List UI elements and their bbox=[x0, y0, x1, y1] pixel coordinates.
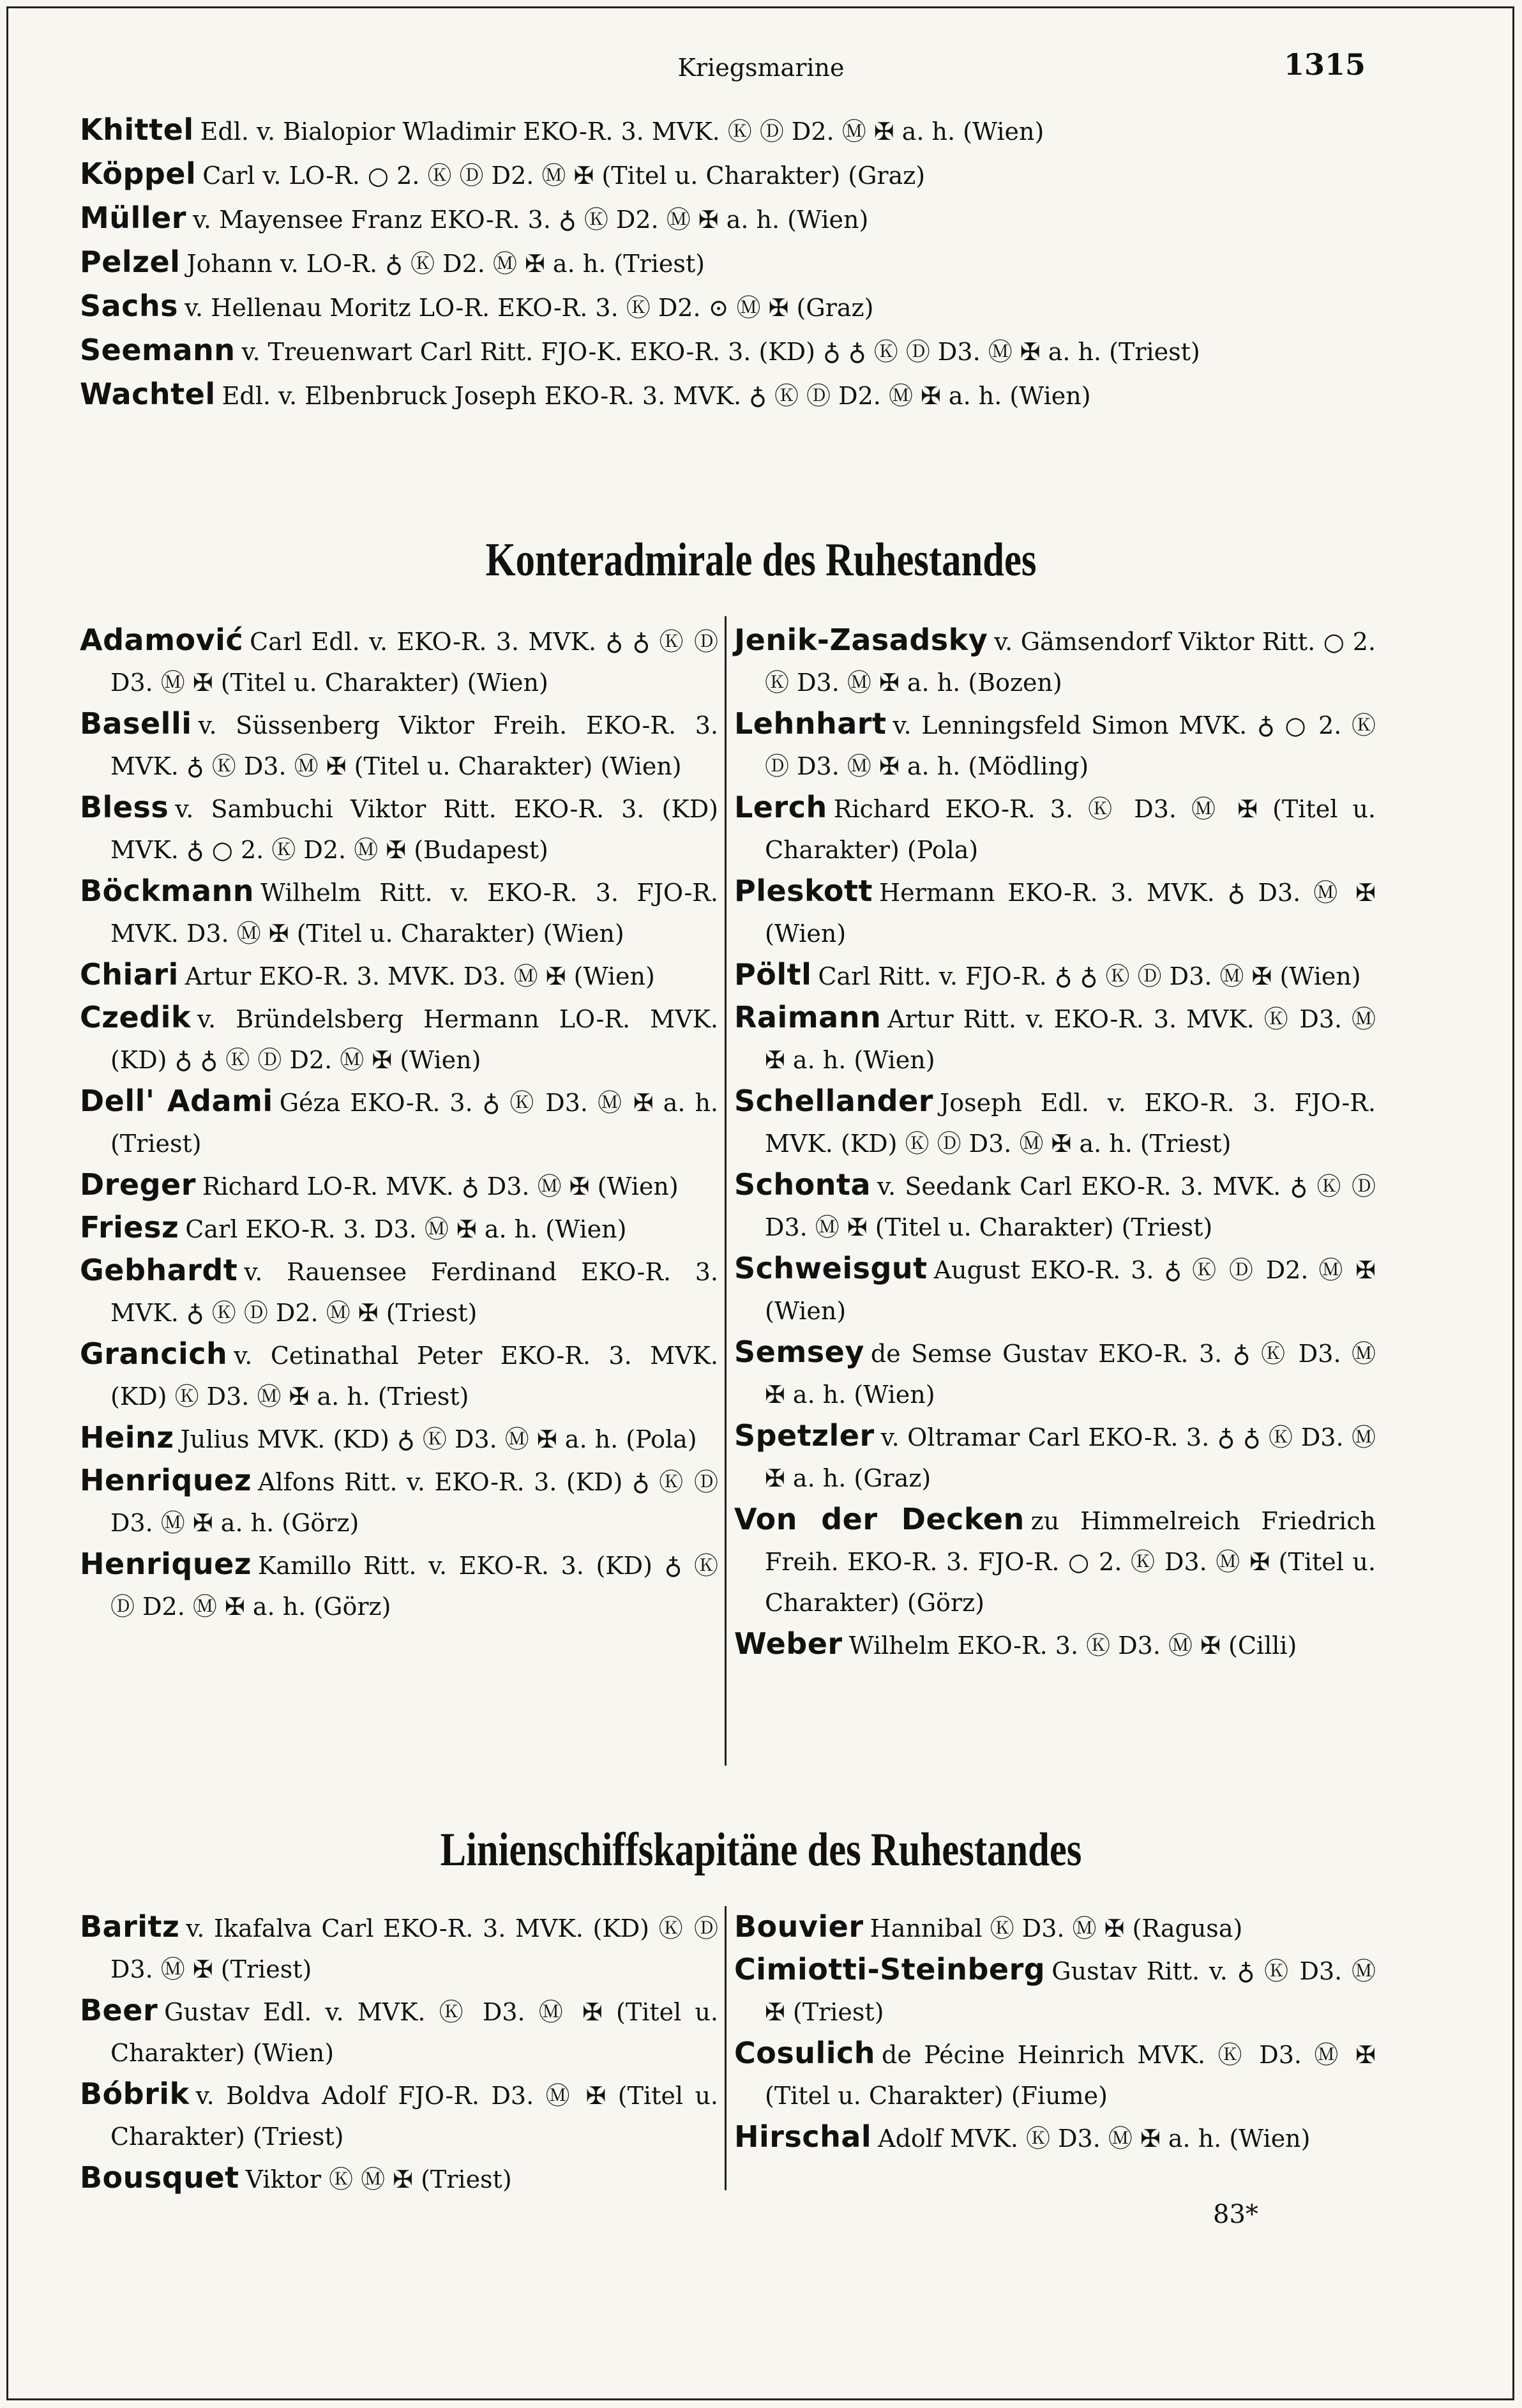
entry-surname: Böckmann bbox=[80, 874, 254, 908]
register-entry bbox=[734, 1499, 1376, 1623]
register-entry bbox=[734, 997, 1376, 1080]
entry-surname: Gebhardt bbox=[80, 1253, 238, 1287]
register-entry bbox=[80, 1460, 718, 1543]
entry-details: Kamillo Ritt. v. EKO-R. 3. (KD) ♁ Ⓚ Ⓓ D2. Ⓜ ✠ a. h. (Görz) bbox=[110, 1552, 718, 1621]
entry-surname: Pleskott bbox=[734, 874, 873, 908]
entry-surname: Beer bbox=[80, 1993, 158, 2027]
entry-surname: Lehnhart bbox=[734, 706, 887, 741]
entry-surname: Heinz bbox=[80, 1420, 174, 1455]
entry-surname: Von der Decken bbox=[734, 1502, 1025, 1536]
entry-surname: Bouvier bbox=[734, 1909, 864, 1944]
entry-details: Richard EKO-R. 3. Ⓚ D3. Ⓜ ✠ (Titel u. Charakter) (Pola) bbox=[765, 795, 1376, 864]
entry-surname: Chiari bbox=[80, 957, 179, 992]
register-entry bbox=[80, 329, 1363, 373]
entry-details: zu Himmelreich Friedrich Freih. EKO-R. 3. FJO-R. ○ 2. Ⓚ D3. Ⓜ ✠ (Titel u. Charakter) (Görz) bbox=[765, 1507, 1376, 1617]
konteradmirale-right-column bbox=[734, 619, 1376, 1666]
entry-details: Wilhelm Ritt. v. EKO-R. 3. FJO-R. MVK. D3. Ⓜ ✠ (Titel u. Charakter) (Wien) bbox=[110, 879, 718, 948]
register-entry bbox=[80, 1417, 718, 1460]
register-entry bbox=[80, 197, 1363, 241]
register-entry bbox=[80, 109, 1363, 153]
signature-mark: 83* bbox=[1213, 2200, 1258, 2229]
entry-surname: Sachs bbox=[80, 289, 179, 323]
entry-surname: Baselli bbox=[80, 706, 192, 741]
entry-surname: Adamović bbox=[80, 623, 244, 657]
register-entry bbox=[80, 997, 718, 1080]
entry-surname: Bousquet bbox=[80, 2160, 239, 2195]
running-head: Kriegsmarine bbox=[677, 54, 845, 82]
entry-surname: Dell' Adami bbox=[80, 1084, 273, 1118]
entry-details: v. Hellenau Moritz LO-R. EKO-R. 3. Ⓚ D2. ⊙ Ⓜ ✠ (Graz) bbox=[185, 294, 874, 322]
register-entry bbox=[80, 373, 1363, 417]
column-divider bbox=[725, 616, 727, 1766]
register-entry bbox=[734, 1331, 1376, 1415]
entry-surname: Müller bbox=[80, 201, 186, 235]
register-entry bbox=[734, 1164, 1376, 1248]
register-entry bbox=[80, 1080, 718, 1164]
entry-details: Carl v. LO-R. ○ 2. Ⓚ Ⓓ D2. Ⓜ ✠ (Titel u. Charakter) (Graz) bbox=[202, 162, 926, 190]
section-title-konteradmirale: Konteradmirale des Ruhestandes bbox=[485, 534, 1037, 586]
register-entry bbox=[80, 787, 718, 870]
register-entry bbox=[734, 2033, 1376, 2116]
entry-details: Adolf MVK. Ⓚ D3. Ⓜ ✠ a. h. (Wien) bbox=[878, 2124, 1311, 2153]
entry-surname: Cosulich bbox=[734, 2036, 876, 2070]
register-entry bbox=[734, 2116, 1376, 2159]
entry-details: Carl Edl. v. EKO-R. 3. MVK. ♁ ♁ Ⓚ Ⓓ D3. Ⓜ ✠ (Titel u. Charakter) (Wien) bbox=[110, 628, 718, 697]
entry-details: v. Boldva Adolf FJO-R. D3. Ⓜ ✠ (Titel u. Charakter) (Triest) bbox=[110, 2082, 718, 2151]
register-entry bbox=[80, 1543, 718, 1627]
register-entry bbox=[80, 2073, 718, 2157]
entry-surname: Baritz bbox=[80, 1909, 180, 1944]
entry-surname: Henriquez bbox=[80, 1463, 252, 1497]
register-entry bbox=[80, 1333, 718, 1417]
entry-details: Carl EKO-R. 3. D3. Ⓜ ✠ a. h. (Wien) bbox=[185, 1215, 627, 1243]
section-title-linienschiffskapitaene: Linienschiffskapitäne des Ruhestandes bbox=[440, 1824, 1082, 1876]
register-entry bbox=[734, 619, 1376, 703]
entry-surname: Schweisgut bbox=[734, 1251, 928, 1285]
register-entry bbox=[80, 1990, 718, 2073]
entry-surname: Schonta bbox=[734, 1167, 871, 1202]
entry-surname: Grancich bbox=[80, 1337, 228, 1371]
entry-details: Artur Ritt. v. EKO-R. 3. MVK. Ⓚ D3. Ⓜ ✠ a. h. (Wien) bbox=[765, 1005, 1376, 1074]
entry-surname: Köppel bbox=[80, 156, 197, 191]
entry-surname: Dreger bbox=[80, 1167, 196, 1202]
entry-details: August EKO-R. 3. ♁ Ⓚ Ⓓ D2. Ⓜ ✠ (Wien) bbox=[765, 1256, 1376, 1325]
register-entry bbox=[80, 1906, 718, 1990]
register-entry bbox=[80, 1250, 718, 1333]
register-entry bbox=[734, 703, 1376, 787]
register-entry bbox=[734, 954, 1376, 997]
entry-surname: Schellander bbox=[734, 1084, 933, 1118]
entry-details: Gustav Edl. v. MVK. Ⓚ D3. Ⓜ ✠ (Titel u. Charakter) (Wien) bbox=[110, 1998, 718, 2067]
entry-surname: Weber bbox=[734, 1626, 843, 1661]
entry-details: v. Cetinathal Peter EKO-R. 3. MVK. (KD) Ⓚ D3. Ⓜ ✠ a. h. (Triest) bbox=[110, 1342, 718, 1411]
entry-surname: Friesz bbox=[80, 1210, 179, 1245]
register-entry bbox=[734, 1415, 1376, 1499]
entry-details: v. Oltramar Carl EKO-R. 3. ♁ ♁ Ⓚ D3. Ⓜ ✠ a. h. (Graz) bbox=[765, 1423, 1376, 1492]
entry-surname: Seemann bbox=[80, 333, 236, 367]
linienschiffskapitaene-left-column bbox=[80, 1906, 718, 2200]
register-entry bbox=[80, 954, 718, 997]
entry-details: Edl. v. Elbenbruck Joseph EKO-R. 3. MVK. ♁ Ⓚ Ⓓ D2. Ⓜ ✠ a. h. (Wien) bbox=[222, 382, 1091, 410]
entry-surname: Bóbrik bbox=[80, 2077, 190, 2111]
entry-details: v. Ikafalva Carl EKO-R. 3. MVK. (KD) Ⓚ Ⓓ D3. Ⓜ ✠ (Triest) bbox=[110, 1914, 718, 1983]
register-entry bbox=[734, 1906, 1376, 1949]
entry-details: Johann v. LO-R. ♁ Ⓚ D2. Ⓜ ✠ a. h. (Triest) bbox=[186, 250, 705, 278]
register-entry bbox=[734, 870, 1376, 954]
entry-details: v. Gämsendorf Viktor Ritt. ○ 2. Ⓚ D3. Ⓜ ✠ a. h. (Bozen) bbox=[765, 628, 1376, 697]
entry-surname: Cimiotti-Steinberg bbox=[734, 1952, 1046, 1987]
entry-details: Géza EKO-R. 3. ♁ Ⓚ D3. Ⓜ ✠ a. h. (Triest) bbox=[110, 1089, 718, 1158]
entry-details: Joseph Edl. v. EKO-R. 3. FJO-R. MVK. (KD) Ⓚ Ⓓ D3. Ⓜ ✠ a. h. (Triest) bbox=[765, 1089, 1376, 1158]
entry-details: v. Seedank Carl EKO-R. 3. MVK. ♁ Ⓚ Ⓓ D3. Ⓜ ✠ (Titel u. Charakter) (Triest) bbox=[765, 1172, 1376, 1241]
entry-details: Hannibal Ⓚ D3. Ⓜ ✠ (Ragusa) bbox=[870, 1914, 1243, 1942]
register-entry bbox=[80, 1207, 718, 1250]
entry-surname: Wachtel bbox=[80, 377, 216, 411]
entry-surname: Bless bbox=[80, 790, 169, 824]
register-entry bbox=[734, 787, 1376, 870]
entry-details: Artur EKO-R. 3. MVK. D3. Ⓜ ✠ (Wien) bbox=[185, 962, 655, 990]
entry-surname: Khittel bbox=[80, 112, 194, 147]
entry-details: v. Süssenberg Viktor Freih. EKO-R. 3. MVK. ♁ Ⓚ D3. Ⓜ ✠ (Titel u. Charakter) (Wien) bbox=[110, 711, 718, 780]
entry-surname: Hirschal bbox=[734, 2119, 872, 2154]
entry-details: Gustav Ritt. v. ♁ Ⓚ D3. Ⓜ ✠ (Triest) bbox=[765, 1957, 1376, 2026]
linienschiffskapitaene-right-column bbox=[734, 1906, 1376, 2159]
entry-details: de Semse Gustav EKO-R. 3. ♁ Ⓚ D3. Ⓜ ✠ a. h. (Wien) bbox=[765, 1340, 1376, 1409]
entry-details: de Pécine Heinrich MVK. Ⓚ D3. Ⓜ ✠ (Titel u. Charakter) (Fiume) bbox=[765, 2041, 1376, 2110]
register-entry bbox=[80, 153, 1363, 197]
register-entry bbox=[80, 2157, 718, 2200]
entry-surname: Pelzel bbox=[80, 245, 181, 279]
register-entry bbox=[80, 870, 718, 954]
entry-details: Julius MVK. (KD) ♁ Ⓚ D3. Ⓜ ✠ a. h. (Pola) bbox=[180, 1425, 697, 1453]
entry-details: Edl. v. Bialopior Wladimir EKO-R. 3. MVK. Ⓚ Ⓓ D2. Ⓜ ✠ a. h. (Wien) bbox=[200, 117, 1044, 146]
register-entry bbox=[734, 1623, 1376, 1666]
entry-details: v. Rauensee Ferdinand EKO-R. 3. MVK. ♁ Ⓚ Ⓓ D2. Ⓜ ✠ (Triest) bbox=[110, 1258, 718, 1327]
register-entry bbox=[80, 241, 1363, 285]
register-entry bbox=[80, 1164, 718, 1207]
entry-details: v. Lenningsfeld Simon MVK. ♁ ○ 2. Ⓚ Ⓓ D3. Ⓜ ✠ a. h. (Mödling) bbox=[765, 711, 1376, 780]
column-divider bbox=[725, 1906, 727, 2190]
entry-details: Carl Ritt. v. FJO-R. ♁ ♁ Ⓚ Ⓓ D3. Ⓜ ✠ (Wien) bbox=[818, 962, 1361, 990]
entry-details: v. Treuenwart Carl Ritt. FJO-K. EKO-R. 3. (KD) ♁ ♁ Ⓚ Ⓓ D3. Ⓜ ✠ a. h. (Triest) bbox=[241, 338, 1200, 366]
entry-details: v. Mayensee Franz EKO-R. 3. ♁ Ⓚ D2. Ⓜ ✠ a. h. (Wien) bbox=[192, 206, 869, 234]
register-entry bbox=[80, 619, 718, 703]
top-entry-list bbox=[80, 109, 1363, 417]
register-entry bbox=[80, 285, 1363, 329]
entry-details: Hermann EKO-R. 3. MVK. ♁ D3. Ⓜ ✠ (Wien) bbox=[765, 879, 1376, 948]
register-entry bbox=[734, 1949, 1376, 2033]
entry-details: Alfons Ritt. v. EKO-R. 3. (KD) ♁ Ⓚ Ⓓ D3. Ⓜ ✠ a. h. (Görz) bbox=[110, 1468, 718, 1537]
entry-details: v. Bründelsberg Hermann LO-R. MVK. (KD) ♁ ♁ Ⓚ Ⓓ D2. Ⓜ ✠ (Wien) bbox=[110, 1005, 718, 1074]
register-entry bbox=[734, 1080, 1376, 1164]
entry-details: Viktor Ⓚ Ⓜ ✠ (Triest) bbox=[245, 2165, 512, 2193]
entry-surname: Raimann bbox=[734, 1000, 882, 1034]
entry-surname: Henriquez bbox=[80, 1547, 252, 1581]
entry-surname: Jenik-Zasadsky bbox=[734, 623, 988, 657]
entry-details: Wilhelm EKO-R. 3. Ⓚ D3. Ⓜ ✠ (Cilli) bbox=[848, 1632, 1297, 1660]
entry-surname: Spetzler bbox=[734, 1418, 875, 1453]
register-entry bbox=[80, 703, 718, 787]
entry-surname: Pöltl bbox=[734, 957, 812, 992]
register-entry bbox=[734, 1248, 1376, 1331]
page-number: 1315 bbox=[1283, 47, 1366, 82]
entry-surname: Semsey bbox=[734, 1335, 864, 1369]
entry-details: Richard LO-R. MVK. ♁ D3. Ⓜ ✠ (Wien) bbox=[202, 1172, 679, 1200]
entry-surname: Lerch bbox=[734, 790, 827, 824]
entry-surname: Czedik bbox=[80, 1000, 192, 1034]
konteradmirale-left-column bbox=[80, 619, 718, 1627]
entry-details: v. Sambuchi Viktor Ritt. EKO-R. 3. (KD) MVK. ♁ ○ 2. Ⓚ D2. Ⓜ ✠ (Budapest) bbox=[110, 795, 718, 864]
